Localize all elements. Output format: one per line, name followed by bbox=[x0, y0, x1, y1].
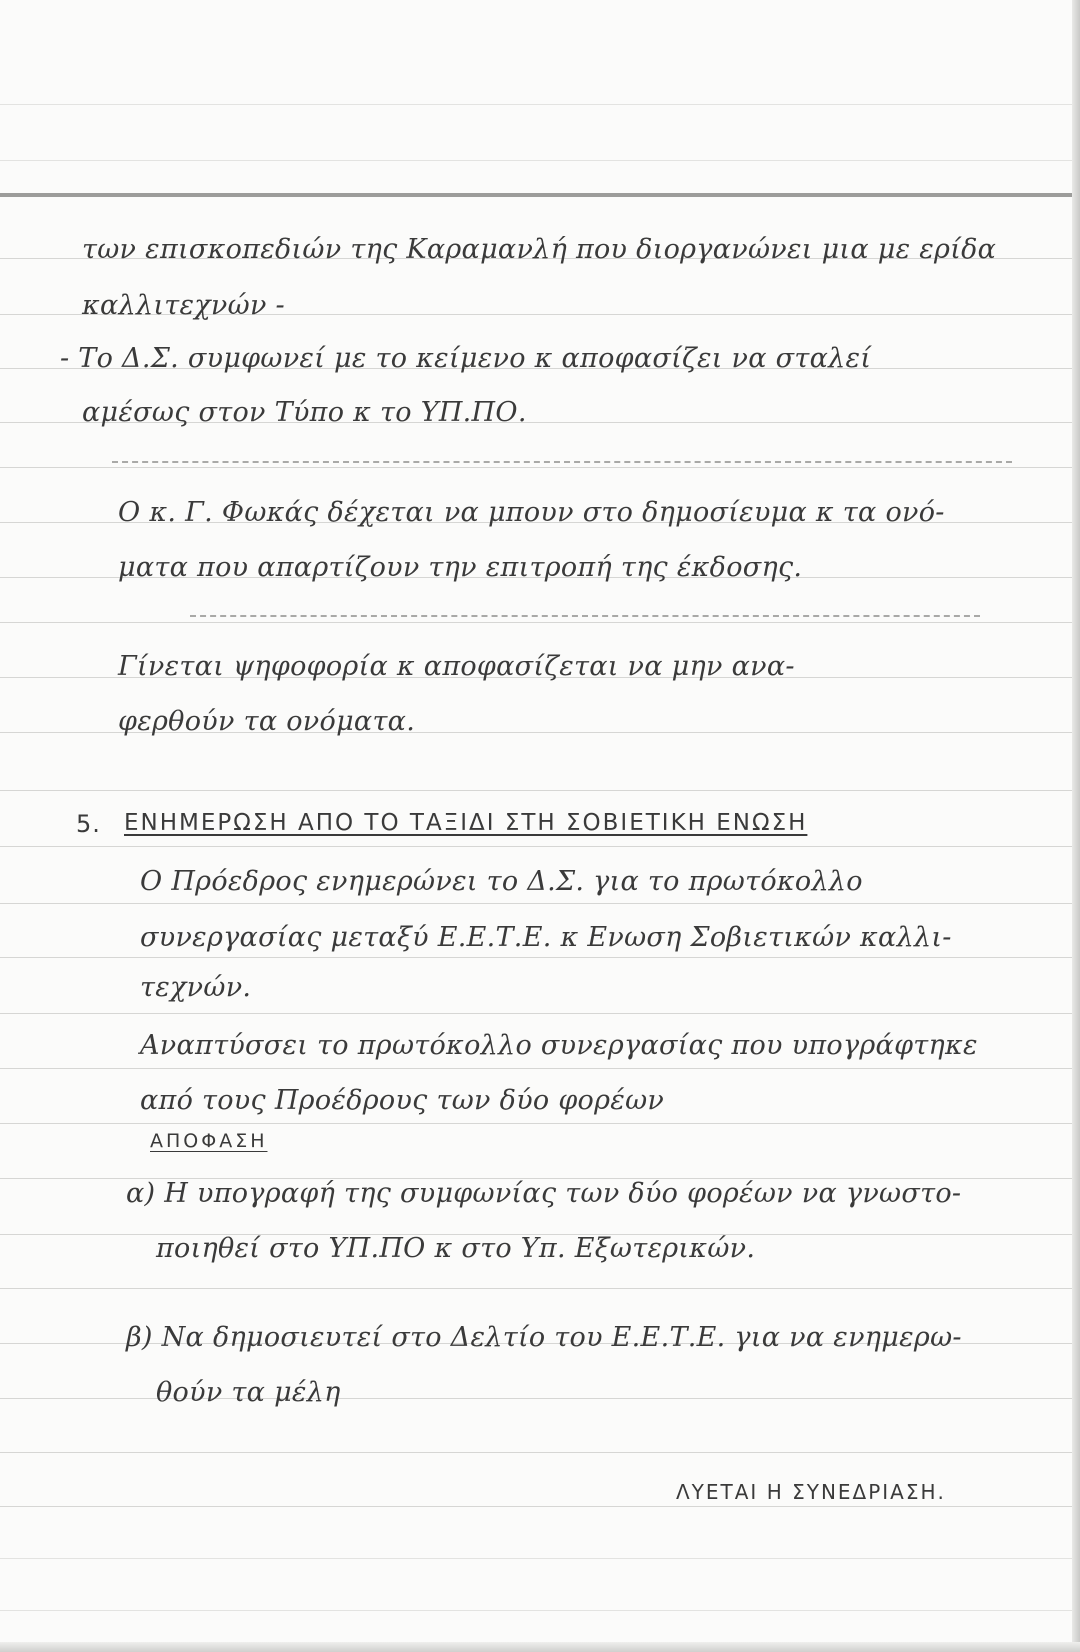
ruled-line bbox=[0, 1506, 1078, 1507]
handwritten-line: ποιηθεί στο ΥΠ.ΠΟ κ στο Υπ. Εξωτερικών. bbox=[156, 1233, 756, 1264]
ruled-line bbox=[0, 790, 1078, 791]
handwritten-line: φερθούν τα ονόματα. bbox=[118, 706, 416, 737]
page-edge-shadow bbox=[0, 1642, 1080, 1652]
ruled-line bbox=[0, 1288, 1078, 1289]
ruled-line bbox=[0, 846, 1078, 847]
ruled-line bbox=[0, 104, 1078, 105]
ruled-line bbox=[0, 1452, 1078, 1453]
header-margin-line bbox=[0, 193, 1078, 197]
page-edge-shadow bbox=[1072, 0, 1080, 1652]
handwritten-line: Ο κ. Γ. Φωκάς δέχεται να μπουν στο δημοσίευμα κ τα ονό- bbox=[118, 497, 945, 528]
ruled-line bbox=[0, 1610, 1078, 1611]
separator-dashes bbox=[112, 461, 1012, 464]
ruled-line bbox=[0, 160, 1078, 161]
closing-line: ΛΥΕΤΑΙ Η ΣΥΝΕΔΡΙΑΣΗ. bbox=[676, 1480, 946, 1504]
section-heading: ΕΝΗΜΕΡΩΣΗ ΑΠΟ ΤΟ ΤΑΞΙΔΙ ΣΤΗ ΣΟΒΙΕΤΙΚΗ ΕΝΩΣΗ bbox=[124, 810, 808, 836]
handwritten-line: αμέσως στον Τύπο κ το ΥΠ.ΠΟ. bbox=[82, 397, 527, 428]
handwritten-line: α) Η υπογραφή της συμφωνίας των δύο φορέων να γνωστο- bbox=[126, 1178, 962, 1209]
handwritten-line: β) Να δημοσιευτεί στο Δελτίο του Ε.Ε.Τ.Ε. για να ενημερω- bbox=[126, 1322, 962, 1353]
handwritten-line: των επισκοπεδιών της Καραμανλή που διοργανώνει μια με ερίδα bbox=[82, 234, 997, 265]
handwritten-line: ματα που απαρτίζουν την επιτροπή της έκδοσης. bbox=[118, 552, 803, 583]
handwritten-line: Γίνεται ψηφοφορία κ αποφασίζεται να μην ανα- bbox=[118, 651, 795, 682]
handwritten-line: θούν τα μέλη bbox=[156, 1377, 341, 1408]
handwritten-line: από τους Προέδρους των δύο φορέων bbox=[140, 1085, 665, 1116]
separator-dashes bbox=[190, 615, 980, 618]
ruled-line bbox=[0, 467, 1078, 468]
decision-heading: ΑΠΟΦΑΣΗ bbox=[150, 1130, 268, 1152]
handwritten-line: Αναπτύσσει το πρωτόκολλο συνεργασίας που υπογράφτηκε bbox=[140, 1030, 978, 1061]
handwritten-line: καλλιτεχνών - bbox=[82, 290, 285, 321]
handwritten-line: τεχνών. bbox=[140, 972, 252, 1003]
ruled-line bbox=[0, 1068, 1078, 1069]
ruled-line bbox=[0, 1123, 1078, 1124]
ruled-line bbox=[0, 903, 1078, 904]
ruled-line bbox=[0, 622, 1078, 623]
ruled-line bbox=[0, 1013, 1078, 1014]
ruled-line bbox=[0, 957, 1078, 958]
section-number: 5. bbox=[76, 810, 101, 838]
handwritten-line: συνεργασίας μεταξύ Ε.Ε.Τ.Ε. κ Ενωση Σοβιετικών καλλι- bbox=[140, 922, 952, 953]
handwritten-line: Ο Πρόεδρος ενημερώνει το Δ.Σ. για το πρωτόκολλο bbox=[140, 866, 863, 897]
ruled-line bbox=[0, 1558, 1078, 1559]
handwritten-line: - Το Δ.Σ. συμφωνεί με το κείμενο κ αποφασίζει να σταλεί bbox=[60, 343, 872, 374]
